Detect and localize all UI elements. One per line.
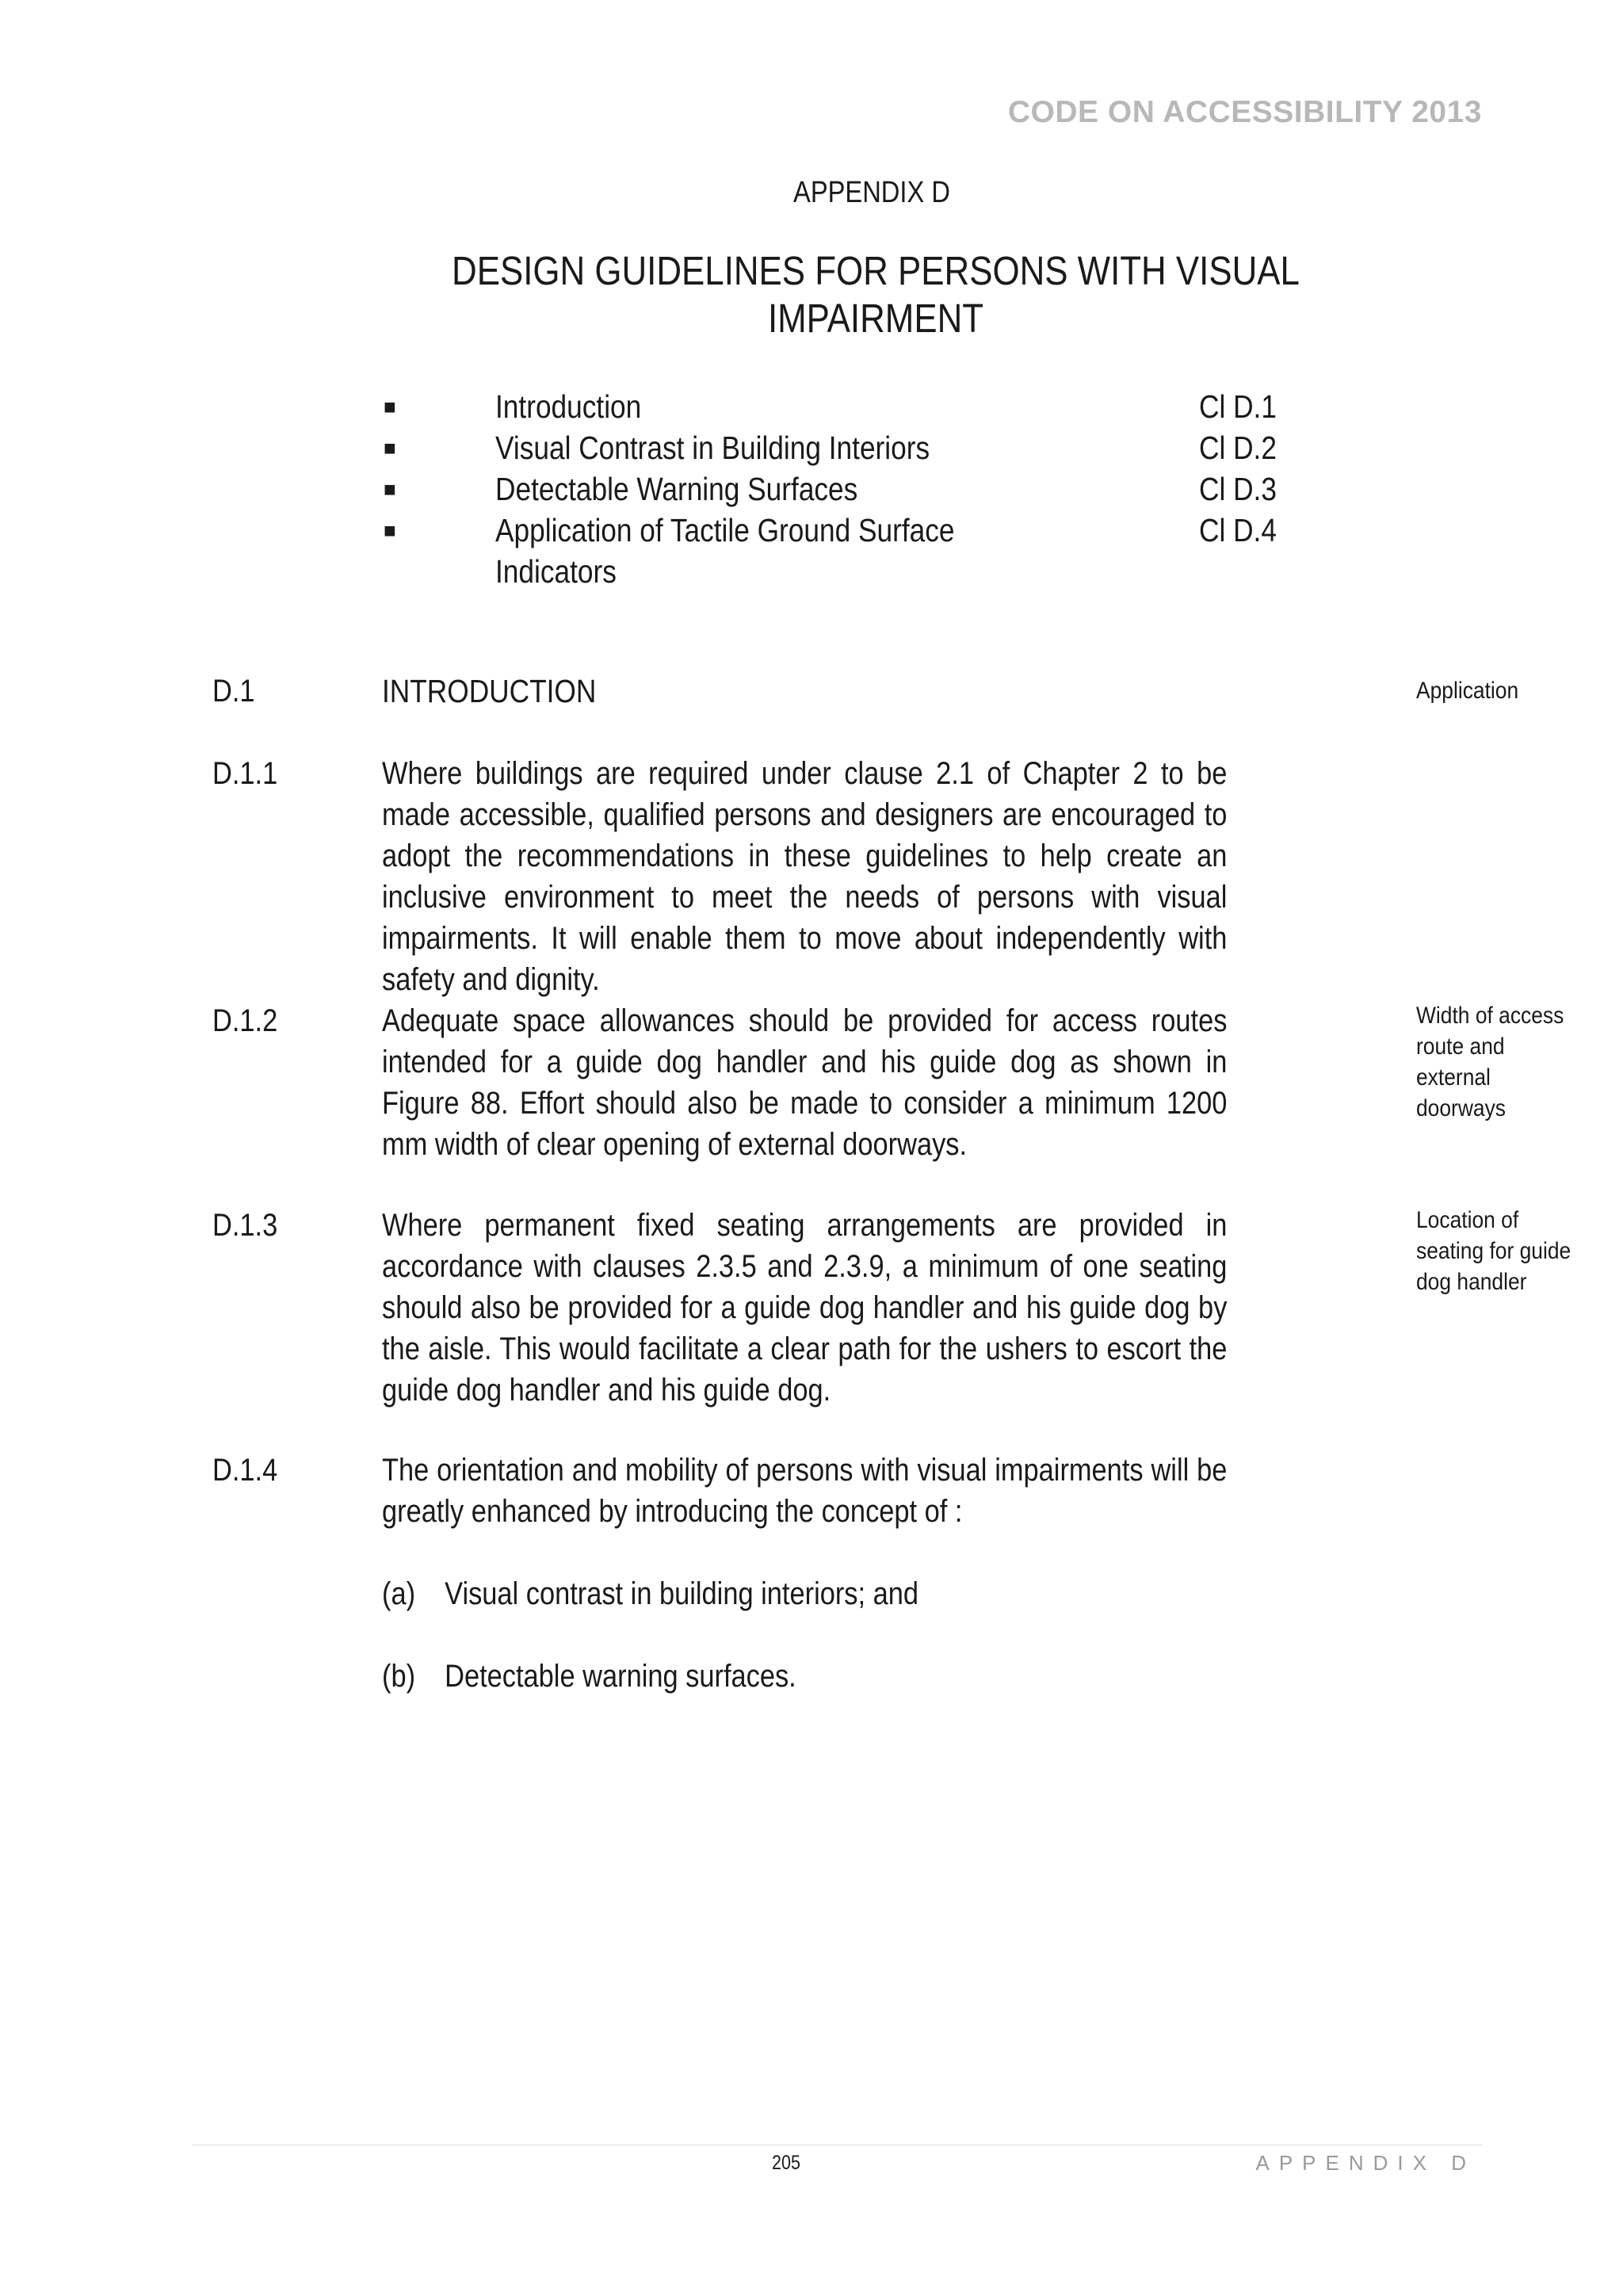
clause-text: Where buildings are required under clause 2.1 of Chapter 2 to be made accessible, qualified persons and designers are encouraged to adopt the recommendations in these guidelines to help create an inclusive environment to meet the needs of persons with visual impairments. It will enable them to move about independently with safety and dignity. bbox=[382, 756, 1228, 997]
toc-item-text: Detectable Warning Surfaces bbox=[495, 471, 858, 507]
margin-note: Application bbox=[1416, 678, 1519, 704]
square-bullet-icon: ■ bbox=[384, 395, 396, 418]
clause-number: D.1.2 bbox=[212, 1003, 278, 1038]
toc-item-text: Visual Contrast in Building Interiors bbox=[495, 430, 930, 466]
section-number: D.1 bbox=[212, 674, 255, 709]
toc-item-text: Application of Tactile Ground Surface Indicators bbox=[495, 512, 955, 590]
toc-item-ref: Cl D.1 bbox=[1199, 388, 1277, 425]
list-item-label: (a) bbox=[382, 1576, 416, 1611]
toc-item bbox=[380, 386, 1331, 427]
toc-item bbox=[380, 427, 1331, 468]
list-item-label: (b) bbox=[382, 1659, 416, 1694]
clause-number: D.1.1 bbox=[212, 756, 278, 791]
square-bullet-icon: ■ bbox=[384, 436, 396, 460]
margin-note: Location of seating for guide dog handler bbox=[1416, 1207, 1571, 1295]
toc-item-ref: Cl D.3 bbox=[1199, 471, 1277, 507]
list-item-text: Detectable warning surfaces. bbox=[445, 1659, 796, 1694]
clause-text: The orientation and mobility of persons with visual impairments will be greatly enhanced by introducing the concept of : bbox=[382, 1453, 1228, 1529]
toc-item-ref: Cl D.4 bbox=[1199, 512, 1277, 548]
page-title bbox=[422, 247, 1329, 342]
title-line-2: IMPAIRMENT bbox=[767, 296, 984, 341]
clause-number: D.1.4 bbox=[212, 1453, 278, 1488]
page-number: 205 bbox=[772, 2152, 800, 2174]
table-of-contents bbox=[380, 386, 1331, 592]
footer-label: APPENDIX D bbox=[1255, 2151, 1476, 2175]
clause-text: Adequate space allowances should be provided for access routes intended for a guide dog handler and his guide dog as shown in Figure 88. Effort should also be made to consider a minimum 1200 mm width of clear opening of external doorways. bbox=[382, 1003, 1228, 1162]
list-item bbox=[382, 1656, 796, 1697]
square-bullet-icon: ■ bbox=[384, 518, 396, 542]
toc-item bbox=[380, 468, 1331, 510]
toc-item bbox=[380, 510, 1331, 592]
margin-note: Width of access route and external doorways bbox=[1416, 1003, 1564, 1121]
clause-text: Where permanent fixed seating arrangements are provided in accordance with clauses 2.3.5 and 2.3.9, a minimum of one seating should also be provided for a guide dog handler and his guide dog by the aisle. This would facilitate a clear path for the ushers to escort the guide dog handler and his guide dog. bbox=[382, 1208, 1228, 1408]
list-item-text: Visual contrast in building interiors; and bbox=[445, 1576, 919, 1611]
running-header: CODE ON ACCESSIBILITY 2013 bbox=[1007, 95, 1482, 129]
toc-item-text: Introduction bbox=[495, 388, 642, 425]
toc-item-ref: Cl D.2 bbox=[1199, 430, 1277, 466]
title-line-1: DESIGN GUIDELINES FOR PERSONS WITH VISUAL bbox=[452, 248, 1300, 293]
section-heading: INTRODUCTION bbox=[382, 673, 597, 709]
clause-number: D.1.3 bbox=[212, 1208, 278, 1243]
appendix-label: APPENDIX D bbox=[793, 176, 950, 209]
list-item bbox=[382, 1573, 918, 1614]
square-bullet-icon: ■ bbox=[384, 477, 396, 501]
